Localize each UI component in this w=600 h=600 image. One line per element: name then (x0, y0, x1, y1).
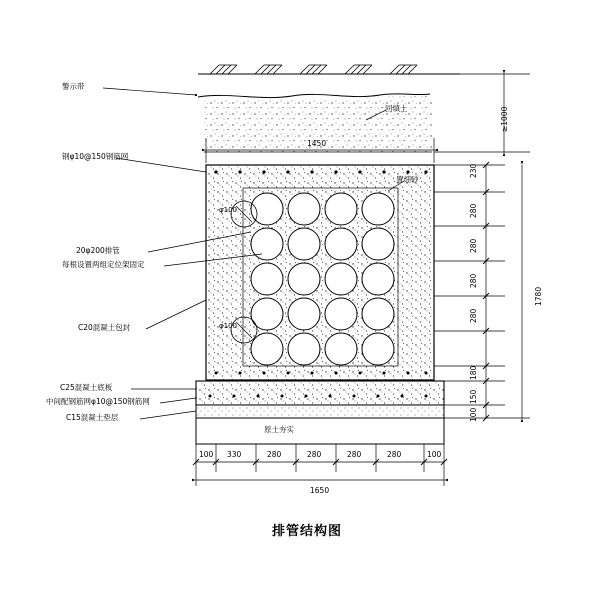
dim-bottom-seg-6: 100 (427, 450, 442, 459)
label-pipe-dia-lower: φ100 (219, 322, 237, 330)
label-mesh-top: 钢φ10@150钢筋网 (62, 152, 129, 161)
label-fine-sand: 置细砂 (396, 175, 419, 184)
dim-right-seg-5: 180 (469, 365, 478, 380)
label-compacted-soil: 原土夯实 (264, 425, 294, 434)
dim-bottom-seg-2: 280 (267, 450, 282, 459)
dim-right-seg-7: 100 (469, 407, 478, 422)
dim-bottom-seg-3: 280 (307, 450, 322, 459)
dim-bottom-seg-4: 280 (347, 450, 362, 459)
label-concrete-c20: C20混凝土包封 (78, 323, 131, 332)
label-pipe-note-1: 20φ200排管 (76, 246, 120, 255)
dim-bottom-seg-1: 330 (227, 450, 242, 459)
dim-right-seg-6: 150 (469, 389, 478, 404)
label-pipe-dia-upper: φ100 (219, 206, 237, 214)
dim-bottom-width: 1650 (310, 486, 330, 495)
drawing-title: 排管结构图 (272, 524, 343, 539)
dim-bottom-seg-5: 280 (387, 450, 402, 459)
dim-cover-depth: ≥1000 (500, 106, 509, 132)
label-base-c25: C25混凝土底板 (60, 383, 113, 392)
label-cushion-c15: C15混凝土垫层 (66, 413, 119, 422)
dim-bottom-seg-0: 100 (199, 450, 214, 459)
label-pipe-note-2: 每根设置两组定位架固定 (62, 260, 145, 269)
dim-right-seg-3: 280 (469, 273, 478, 288)
label-base-mesh: 中间配钢筋网φ10@150钢筋网 (46, 397, 150, 406)
dim-right-seg-2: 280 (469, 238, 478, 253)
dim-right-seg-4: 280 (469, 308, 478, 323)
dim-right-seg-1: 280 (469, 203, 478, 218)
label-warning-tape: 警示带 (62, 82, 85, 91)
dim-right-seg-0: 230 (469, 163, 478, 178)
dim-top-width: 1450 (307, 139, 327, 148)
label-backfill: 回填土 (385, 104, 408, 113)
dim-right-total: 1780 (534, 286, 543, 306)
